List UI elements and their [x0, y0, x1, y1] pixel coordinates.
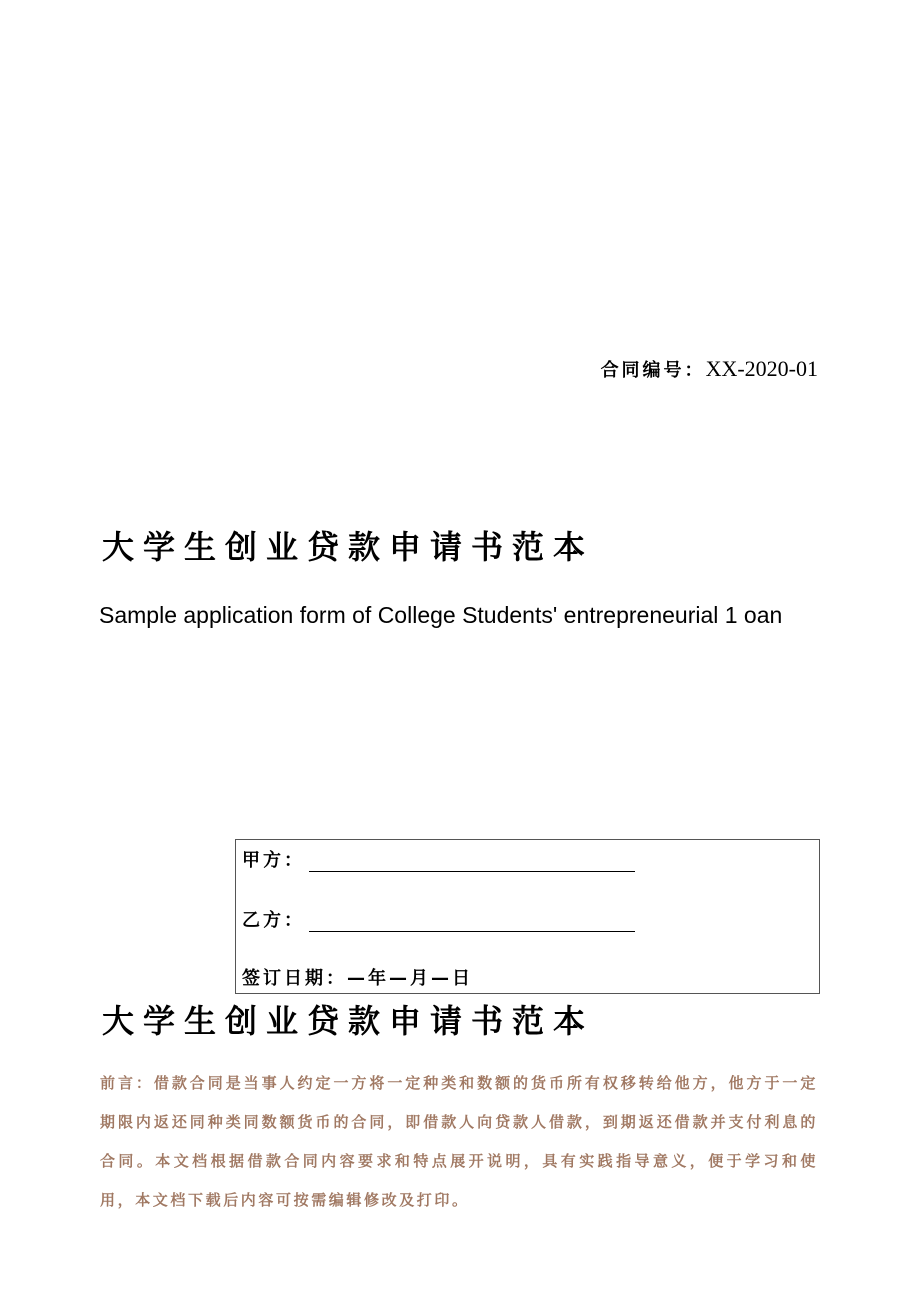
sign-date-row: [242, 964, 473, 990]
document-title-en: Sample application form of College Students' entrepreneurial 1 oan: [99, 602, 783, 628]
party-b-blank: [309, 909, 635, 932]
party-a-row: [242, 846, 635, 872]
contract-number-label: 合同编号：: [600, 360, 706, 381]
contract-number: [601, 356, 818, 382]
document-title-cn: 大学生创业贷款申请书范本: [102, 528, 595, 566]
party-b-label: 乙方：: [242, 910, 305, 931]
party-info-box: [235, 839, 820, 994]
party-b-row: [242, 906, 635, 932]
sign-date-label: 签订日期：—年—月—日: [242, 968, 473, 989]
body-title: 大学生创业贷款申请书范本: [102, 1002, 595, 1040]
party-a-label: 甲方：: [242, 850, 305, 871]
preface-paragraph: 前言：借款合同是当事人约定一方将一定种类和数额的货币所有权移转给他方，他方于一定期限内返还同种类同数额货币的合同，即借款人向贷款人借款，到期返还借款并支付利息的合同。本文档根据借款合同内容要求和特点展开说明，具有实践指导意义，便于学习和使用，本文档下载后内容可按需编辑修改及打印。: [100, 1074, 818, 1209]
contract-number-value: XX-2020-01: [705, 356, 818, 381]
party-a-blank: [309, 849, 635, 872]
